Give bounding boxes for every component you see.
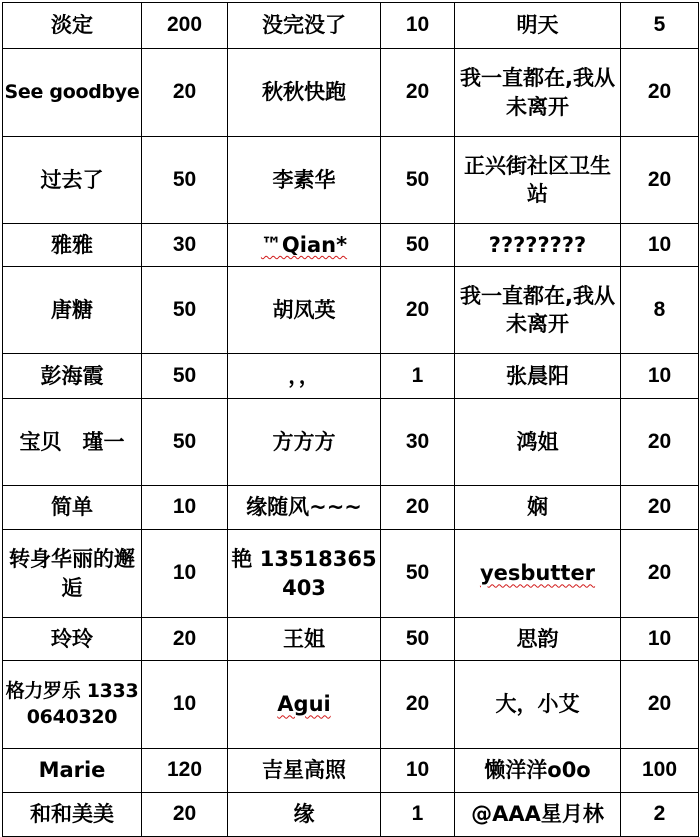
amount-cell: 20 [142, 49, 228, 137]
name-text: yesbutter [479, 561, 596, 586]
name-cell: 秋秋快跑 [228, 49, 381, 137]
amount-cell: 50 [381, 224, 455, 267]
name-cell: 玲玲 [3, 618, 142, 661]
table-row [3, 3, 699, 49]
name-cell: 我一直都在,我从未离开 [455, 49, 621, 137]
amount-cell: 30 [142, 224, 228, 267]
table-row [3, 137, 699, 224]
amount-cell: 1 [381, 354, 455, 399]
name-cell: 雅雅 [3, 224, 142, 267]
name-cell: See goodbye [3, 49, 142, 137]
amount-cell: 20 [381, 661, 455, 749]
table-row [3, 354, 699, 399]
amount-cell: 10 [621, 354, 699, 399]
table-row [3, 530, 699, 618]
name-cell: 大，小艾 [455, 661, 621, 749]
amount-cell: 20 [621, 661, 699, 749]
name-cell: 彭海霞 [3, 354, 142, 399]
amount-cell: 200 [142, 3, 228, 49]
amount-cell: 50 [142, 267, 228, 354]
name-cell: 鸿姐 [455, 399, 621, 486]
name-cell: 李素华 [228, 137, 381, 224]
name-cell: 艳 13518365403 [228, 530, 381, 618]
name-cell: 思韵 [455, 618, 621, 661]
name-cell: 格力罗乐 13330640320 [3, 661, 142, 749]
amount-cell: 20 [381, 267, 455, 354]
amount-cell: 50 [381, 618, 455, 661]
amount-cell: 5 [621, 3, 699, 49]
name-cell: 简单 [3, 486, 142, 530]
name-cell: 明天 [455, 3, 621, 49]
amount-cell: 10 [381, 749, 455, 793]
name-cell: 缘随风~~~ [228, 486, 381, 530]
amount-cell: 2 [621, 793, 699, 837]
donation-table [2, 2, 699, 837]
name-cell [228, 224, 381, 267]
name-cell: 娴 [455, 486, 621, 530]
amount-cell: 10 [381, 3, 455, 49]
amount-cell: 120 [142, 749, 228, 793]
name-cell: 王姐 [228, 618, 381, 661]
amount-cell: 100 [621, 749, 699, 793]
name-cell: 我一直都在,我从未离开 [455, 267, 621, 354]
name-cell: 缘 [228, 793, 381, 837]
amount-cell: 50 [381, 530, 455, 618]
name-text: Agui [277, 692, 331, 717]
table-row [3, 267, 699, 354]
amount-cell: 30 [381, 399, 455, 486]
name-cell: 方方方 [228, 399, 381, 486]
amount-cell: 10 [621, 618, 699, 661]
name-cell: 淡定 [3, 3, 142, 49]
name-text: ™Qian* [260, 232, 348, 257]
amount-cell: 20 [142, 618, 228, 661]
amount-cell: 20 [381, 486, 455, 530]
amount-cell: 10 [142, 661, 228, 749]
amount-cell: 20 [621, 137, 699, 224]
table-row [3, 49, 699, 137]
table-row [3, 486, 699, 530]
amount-cell: 20 [621, 486, 699, 530]
amount-cell: 50 [142, 399, 228, 486]
name-cell: 唐糖 [3, 267, 142, 354]
name-cell: 胡凤英 [228, 267, 381, 354]
name-cell: 转身华丽的邂逅 [3, 530, 142, 618]
amount-cell: 10 [142, 530, 228, 618]
amount-cell: 20 [621, 530, 699, 618]
amount-cell: 20 [621, 399, 699, 486]
name-cell: 吉星高照 [228, 749, 381, 793]
amount-cell: 20 [142, 793, 228, 837]
name-cell: 没完没了 [228, 3, 381, 49]
name-cell [228, 661, 381, 749]
name-cell: 和和美美 [3, 793, 142, 837]
name-cell: 张晨阳 [455, 354, 621, 399]
amount-cell: 10 [621, 224, 699, 267]
table-row [3, 224, 699, 267]
name-cell: 过去了 [3, 137, 142, 224]
name-cell: @AAA星月林 [455, 793, 621, 837]
table-row [3, 618, 699, 661]
table-row [3, 399, 699, 486]
name-cell: 宝贝 瑾一 [3, 399, 142, 486]
amount-cell: 8 [621, 267, 699, 354]
table-row [3, 749, 699, 793]
amount-cell: 20 [621, 49, 699, 137]
amount-cell: 10 [142, 486, 228, 530]
amount-cell: 1 [381, 793, 455, 837]
name-cell: ???????? [455, 224, 621, 267]
name-cell: Marie [3, 749, 142, 793]
name-cell: 正兴街社区卫生站 [455, 137, 621, 224]
amount-cell: 20 [381, 49, 455, 137]
name-cell: 懒洋洋o0o [455, 749, 621, 793]
table-row [3, 661, 699, 749]
name-cell: ，， [228, 354, 381, 399]
amount-cell: 50 [381, 137, 455, 224]
amount-cell: 50 [142, 137, 228, 224]
amount-cell: 50 [142, 354, 228, 399]
table-row [3, 793, 699, 837]
name-cell [455, 530, 621, 618]
